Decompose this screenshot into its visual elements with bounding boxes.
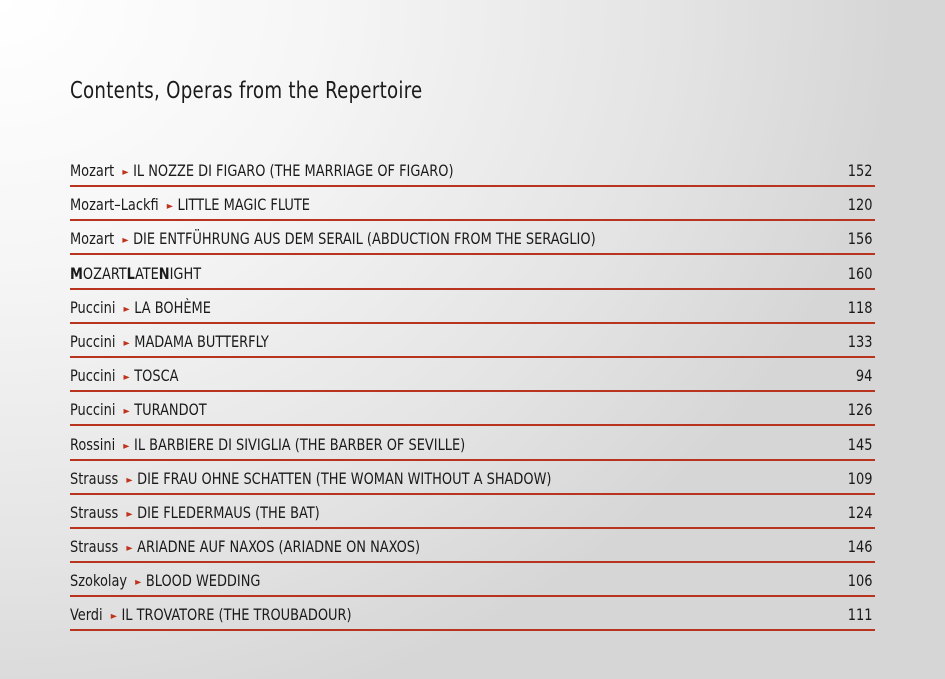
composer-name: Strauss <box>70 537 119 557</box>
page-number: 126 <box>847 400 872 420</box>
composer-name: Mozart <box>70 229 115 249</box>
toc-row[interactable] <box>70 188 875 221</box>
composer-name: Verdi <box>70 605 103 625</box>
arrow-icon: ► <box>123 372 130 384</box>
opera-title: DIE FLEDERMAUS (THE BAT) <box>137 502 320 522</box>
toc-row[interactable] <box>70 325 875 358</box>
composer-name: Szokolay <box>70 571 128 591</box>
toc-row[interactable] <box>70 462 875 495</box>
opera-title: DIE FRAU OHNE SCHATTEN (THE WOMAN WITHOUT A SHADOW) <box>137 468 552 488</box>
opera-title: TURANDOT <box>134 400 207 420</box>
arrow-icon: ► <box>110 611 117 623</box>
toc-entry <box>70 605 352 624</box>
arrow-icon: ► <box>126 474 133 486</box>
page-number: 111 <box>847 605 872 625</box>
page-number: 156 <box>847 229 872 249</box>
toc-row[interactable] <box>70 530 875 563</box>
toc-row[interactable] <box>70 496 875 529</box>
page-number: 133 <box>847 331 872 351</box>
page-title: Contents, Operas from the Repertoire <box>70 78 423 104</box>
arrow-icon: ► <box>126 543 133 555</box>
opera-title: BLOOD WEDDING <box>145 571 261 591</box>
arrow-icon: ► <box>135 577 142 589</box>
page-number: 152 <box>847 161 872 180</box>
toc-entry <box>70 469 551 488</box>
toc-row[interactable] <box>70 428 875 461</box>
page-number: 94 <box>855 366 872 386</box>
toc-entry <box>70 332 269 351</box>
composer-name: Strauss <box>70 502 119 522</box>
toc-row[interactable] <box>70 393 875 426</box>
page-number: 145 <box>847 434 872 454</box>
arrow-icon: ► <box>123 337 130 349</box>
toc-entry <box>70 537 420 556</box>
composer-name: Puccini <box>70 366 116 386</box>
toc-row[interactable] <box>70 359 875 392</box>
opera-title: IL TROVATORE (THE TROUBADOUR) <box>121 605 352 625</box>
arrow-icon: ► <box>123 440 130 452</box>
page-number: 160 <box>847 263 872 283</box>
composer-name: Puccini <box>70 331 116 351</box>
toc-entry <box>70 229 596 248</box>
page-number: 120 <box>847 195 872 215</box>
opera-title: DIE ENTFÜHRUNG AUS DEM SERAIL (ABDUCTION FROM THE SERAGLIO) <box>133 229 596 249</box>
composer-name: Puccini <box>70 400 116 420</box>
toc-entry <box>70 400 207 419</box>
table-of-contents <box>70 154 875 633</box>
composer-name: Mozart–Lackfi <box>70 195 159 215</box>
page-number: 106 <box>847 571 872 591</box>
toc-entry <box>70 435 465 454</box>
toc-entry <box>70 571 260 590</box>
arrow-icon: ► <box>122 167 129 178</box>
arrow-icon: ► <box>126 508 133 520</box>
opera-title: LA BOHÈME <box>134 297 211 317</box>
toc-row[interactable] <box>70 598 875 631</box>
page-number: 146 <box>847 537 872 557</box>
page-number: 109 <box>847 468 872 488</box>
toc-row[interactable] <box>70 257 875 290</box>
toc-entry <box>70 366 179 385</box>
composer-name: Rossini <box>70 434 116 454</box>
arrow-icon: ► <box>122 235 129 247</box>
arrow-icon: ► <box>123 303 130 315</box>
opera-title: LITTLE MAGIC FLUTE <box>177 195 310 215</box>
toc-entry <box>70 298 211 317</box>
opera-title: IL BARBIERE DI SIVIGLIA (THE BARBER OF SEVILLE) <box>134 434 466 454</box>
opera-title: TOSCA <box>134 366 179 386</box>
toc-row[interactable] <box>70 291 875 324</box>
page-number: 118 <box>847 297 872 317</box>
composer-name: Mozart <box>70 161 115 180</box>
composer-name: Strauss <box>70 468 119 488</box>
opera-title: MADAMA BUTTERFLY <box>134 331 269 351</box>
opera-title: IL NOZZE DI FIGARO (THE MARRIAGE OF FIGARO) <box>133 161 454 180</box>
toc-row[interactable] <box>70 154 875 187</box>
toc-entry <box>70 195 310 214</box>
toc-row[interactable] <box>70 564 875 597</box>
page-number: 124 <box>847 502 872 522</box>
composer-name: Puccini <box>70 297 116 317</box>
mozart-late-night-title: MOZARTLATENIGHT <box>70 263 202 283</box>
arrow-icon: ► <box>123 406 130 418</box>
arrow-icon: ► <box>166 201 173 213</box>
toc-entry <box>70 161 454 180</box>
toc-row[interactable] <box>70 222 875 255</box>
toc-entry <box>70 503 320 522</box>
opera-title: ARIADNE AUF NAXOS (ARIADNE ON NAXOS) <box>137 537 421 557</box>
